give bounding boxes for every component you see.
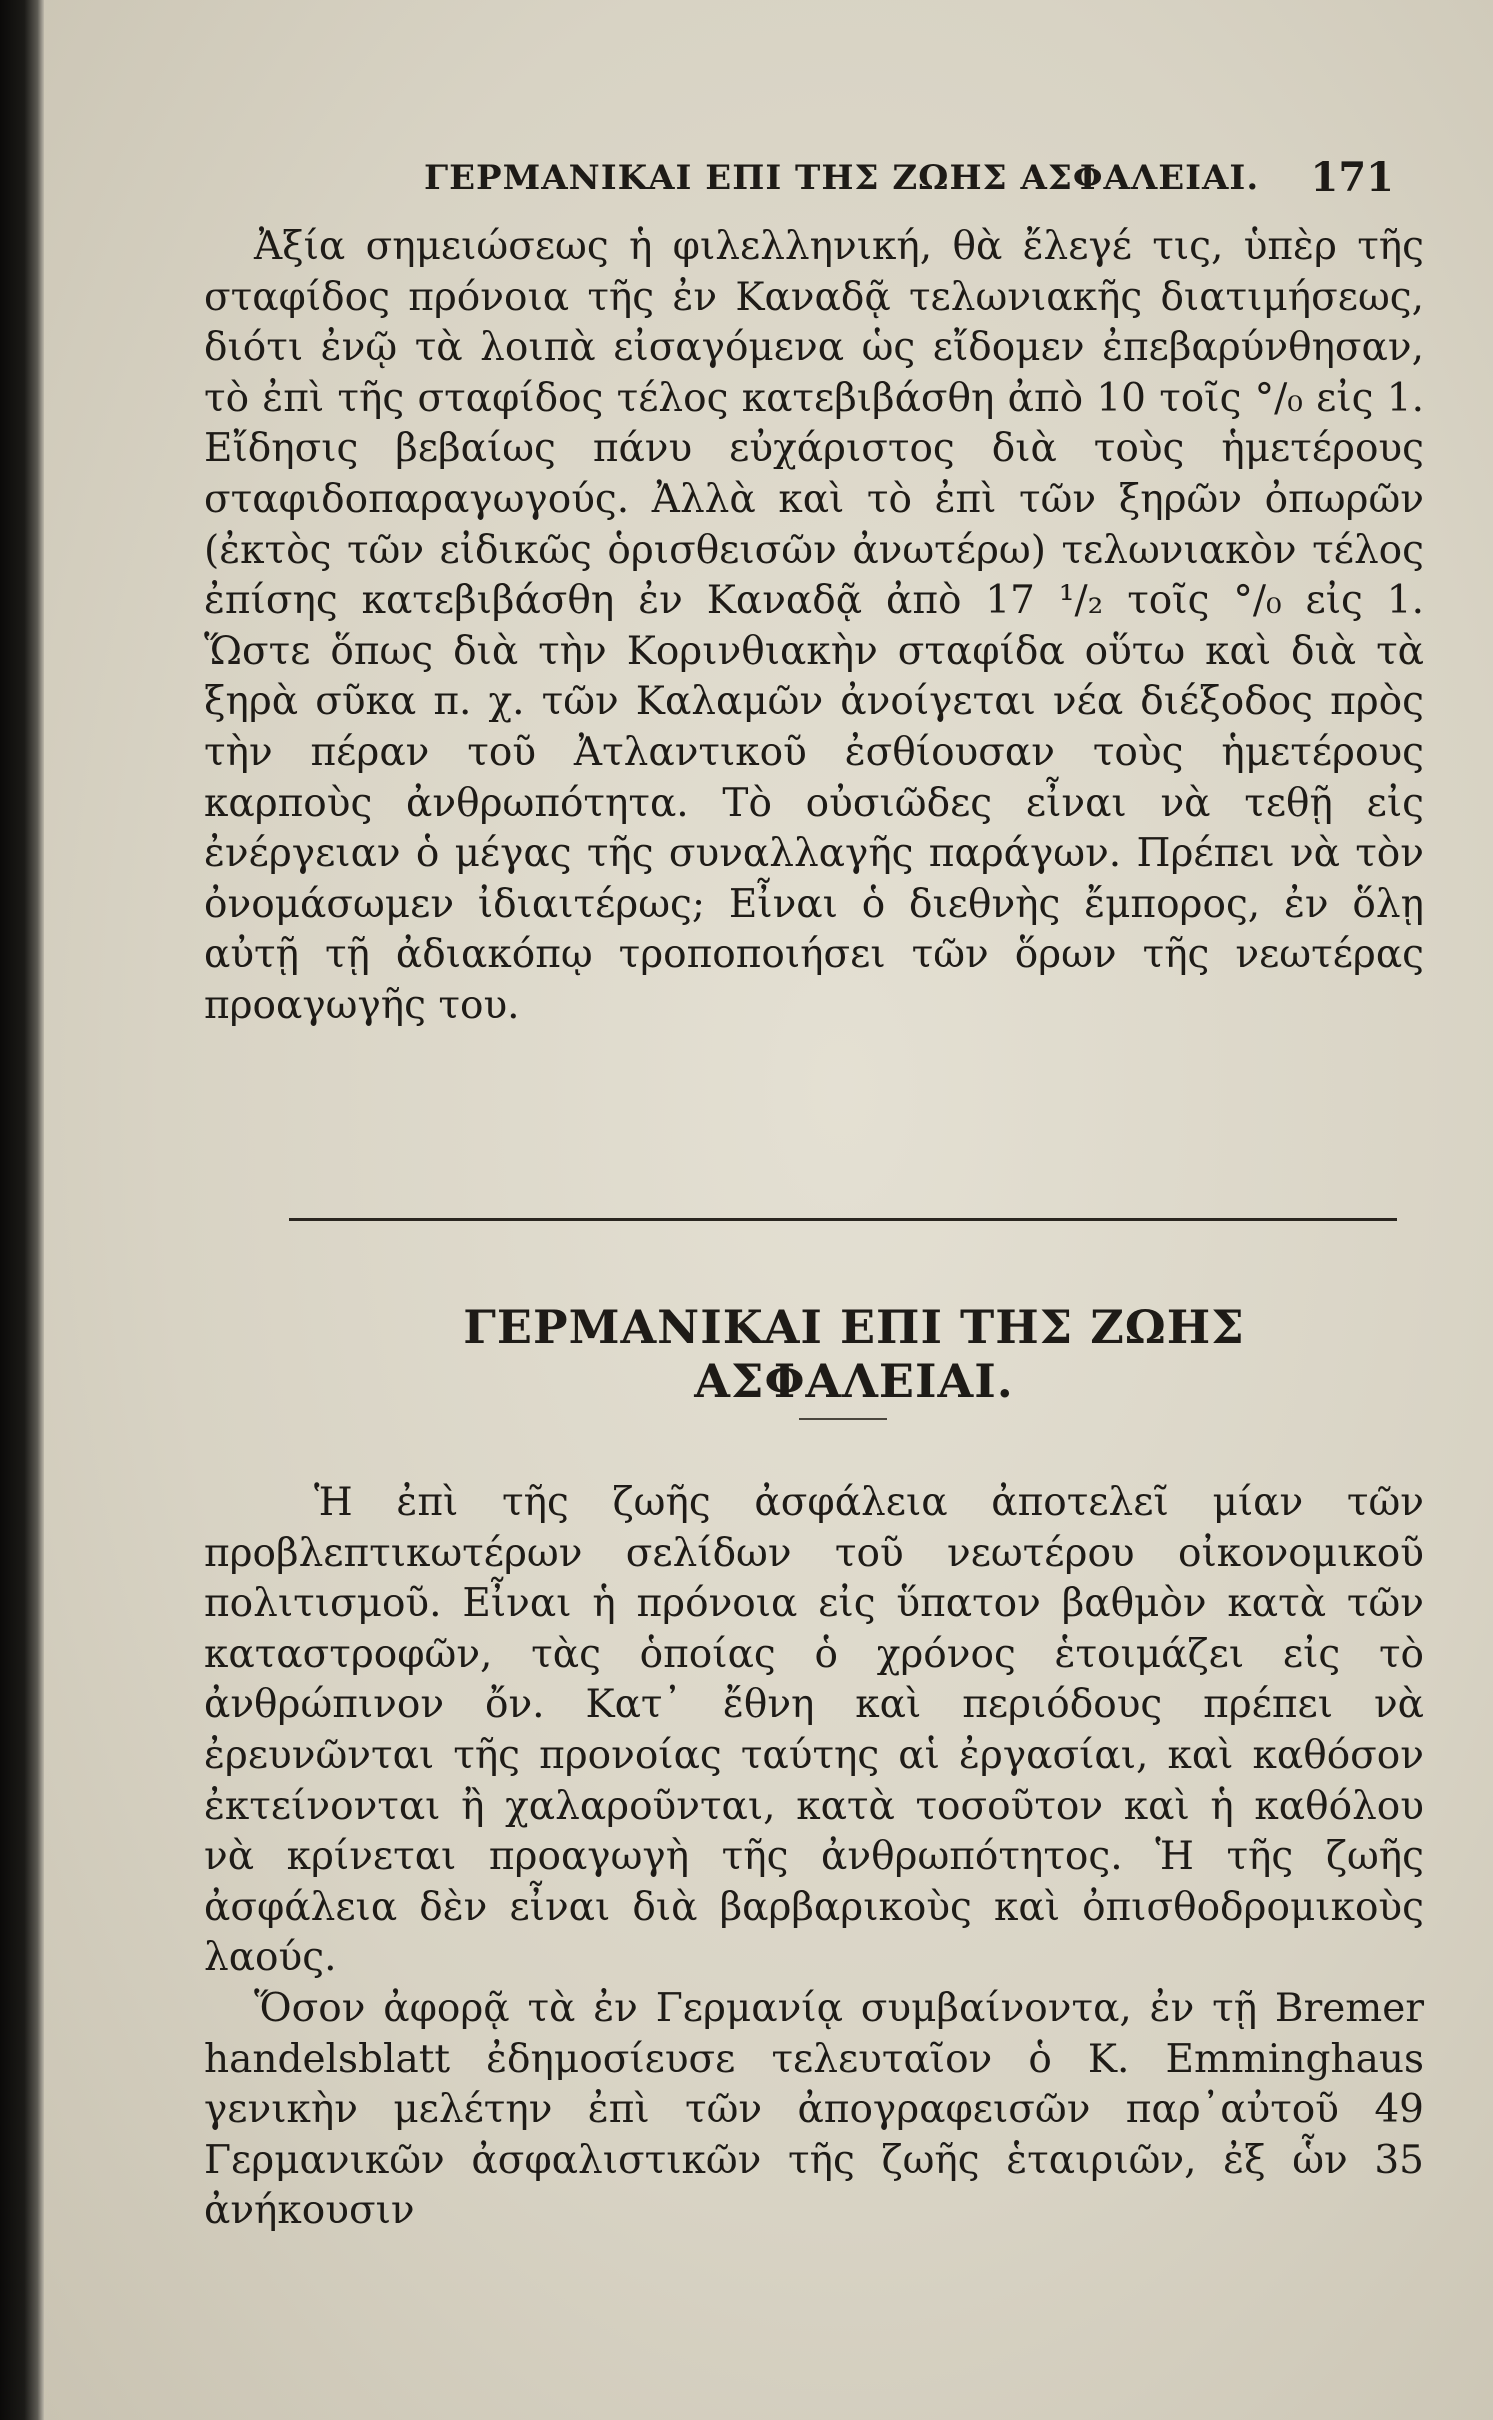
running-head xyxy=(374,150,1394,210)
section-divider-rule xyxy=(289,1218,1397,1221)
intro-text-block xyxy=(204,222,1424,1032)
running-head-title: ΓΕΡΜΑΝΙΚΑΙ ΕΠΙ ΤΗΣ ΖΩΗΣ ΑΣΦΑΛΕΙΑΙ. xyxy=(424,158,1260,198)
page-number: 171 xyxy=(1310,154,1394,201)
section-title-underline xyxy=(799,1418,887,1420)
book-page xyxy=(44,0,1493,2420)
intro-paragraph: Ἀξία σημειώσεως ἡ φιλελληνική, θὰ ἔλεγέ τις, ὑπὲρ τῆς σταφίδος πρόνοια τῆς ἐν Καναδᾷ τελωνιακῆς διατιμήσεως, διότι ἐνῷ τὰ λοιπὰ εἰσαγόμενα ὡς εἴδομεν ἐπεβαρύνθησαν, τὸ ἐπὶ τῆς σταφίδος τέλος κατεβιβάσθη ἀπὸ 10 τοῖς °/₀ εἰς 1. Εἴδησις βεβαίως πάνυ εὐχάριστος διὰ τοὺς ἡμετέρους σταφιδοπαραγωγούς. Ἀλλὰ καὶ τὸ ἐπὶ τῶν ξηρῶν ὀπωρῶν (ἐκτὸς τῶν εἰδικῶς ὁρισθεισῶν ἀνωτέρω) τελωνιακὸν τέλος ἐπίσης κατεβιβάσθη ἐν Καναδᾷ ἀπὸ 17 ¹/₂ τοῖς °/₀ εἰς 1. Ὥστε ὅπως διὰ τὴν Κορινθιακὴν σταφίδα οὕτω καὶ διὰ τὰ ξηρὰ σῦκα π. χ. τῶν Καλαμῶν ἀνοίγεται νέα διέξοδος πρὸς τὴν πέραν τοῦ Ἀτλαντικοῦ ἐσθίουσαν τοὺς ἡμετέρους καρποὺς ἀνθρωπότητα. Τὸ οὐσιῶδες εἶναι νὰ τεθῇ εἰς ἐνέργειαν ὁ μέγας τῆς συναλλαγῆς παράγων. Πρέπει νὰ τὸν ὀνομάσωμεν ἰδιαιτέρως; Εἶναι ὁ διεθνὴς ἔμπορος, ἐν ὅλῃ αὐτῇ τῇ ἀδιακόπῳ τροποποιήσει τῶν ὅρων τῆς νεωτέρας προαγωγῆς του. xyxy=(204,224,1424,1028)
article-paragraph-2: Ὅσον ἀφορᾷ τὰ ἐν Γερμανίᾳ συμβαίνοντα, ἐν τῇ Bremer handelsblatt ἐδημοσίευσε τελευταῖον ὁ Κ. Emminghaus γενικὴν μελέτην ἐπὶ τῶν ἀπογραφεισῶν παρ᾽αὐτοῦ 49 Γερμανικῶν ἀσφαλιστικῶν τῆς ζωῆς ἑταιριῶν, ἐξ ὧν 35 ἀνήκουσιν xyxy=(204,1985,1424,2234)
book-spine-shadow xyxy=(0,0,44,2420)
section-title: ΓΕΡΜΑΝΙΚΑΙ ΕΠΙ ΤΗΣ ΖΩΗΣ ΑΣΦΑΛΕΙΑΙ. xyxy=(463,1300,1245,1408)
article-paragraph-1: Ἡ ἐπὶ τῆς ζωῆς ἀσφάλεια ἀποτελεῖ μίαν τῶν προβλεπτικωτέρων σελίδων τοῦ νεωτέρου οἰκονομικοῦ πολιτισμοῦ. Εἶναι ἡ πρόνοια εἰς ὕπατον βαθμὸν κατὰ τῶν καταστροφῶν, τὰς ὁποίας ὁ χρόνος ἑτοιμάζει εἰς τὸ ἀνθρώπινον ὄν. Κατ᾽ ἔθνη καὶ περιόδους πρέπει νὰ ἐρευνῶνται τῆς προνοίας ταύτης αἱ ἐργασίαι, καὶ καθόσον ἐκτείνονται ἢ χαλαροῦνται, κατὰ τοσοῦτον καὶ ἡ καθόλου νὰ κρίνεται προαγωγὴ τῆς ἀνθρωπότητος. Ἡ τῆς ζωῆς ἀσφάλεια δὲν εἶναι διὰ βαρβαρικοὺς καὶ ὀπισθοδρομικοὺς λαούς. xyxy=(204,1480,1424,1981)
article-body xyxy=(204,1478,1424,2237)
